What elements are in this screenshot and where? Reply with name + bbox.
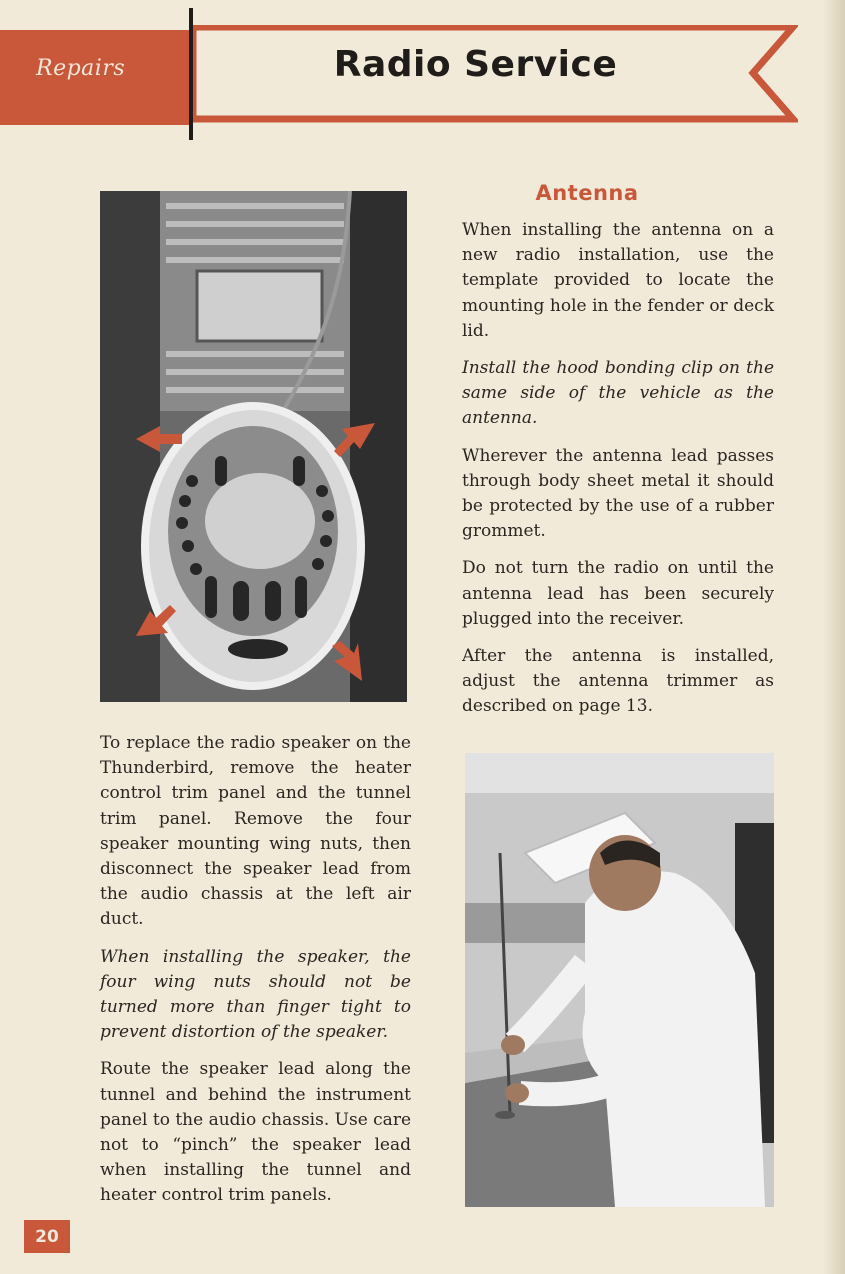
left-column-text <box>100 731 411 1221</box>
speaker-photo <box>100 191 407 702</box>
paragraph: Wherever the antenna lead passes through body sheet metal it should be protected by the use of a rubber grommet. <box>462 445 774 542</box>
section-label: Repairs <box>36 56 126 81</box>
paragraph: Do not turn the radio on until the antenna lead has been securely plugged into the receiver. <box>462 558 774 629</box>
page-title: Radio Service <box>333 44 618 85</box>
technician-photo <box>465 753 774 1207</box>
paragraph: When installing the antenna on a new radio installation, use the template provided to locate the mounting hole in the fender or deck lid. <box>462 220 774 341</box>
right-column-text <box>462 218 774 732</box>
page-edge <box>823 0 845 1274</box>
paragraph: After the antenna is installed, adjust the antenna trimmer as described on page 13. <box>462 646 774 717</box>
paragraph-italic-note: Install the hood bonding clip on the same side of the vehicle as the antenna. <box>462 358 774 429</box>
paragraph: Route the speaker lead along the tunnel and behind the instrument panel to the audio chassis. Use care not to “pinch” the speaker lead when installing the tunnel and heater control trim panels. <box>100 1059 412 1206</box>
section-subhead: Antenna <box>535 181 639 205</box>
paragraph: To replace the radio speaker on the Thunderbird, remove the heater control trim panel and the tunnel trim panel. Remove the four speaker mounting wing nuts, then disconnect the speaker lead from the audio chassis at the left air duct. <box>100 733 411 930</box>
page-number: 20 <box>24 1220 70 1253</box>
paragraph-italic-note: When installing the speaker, the four wing nuts should not be turned more than finger tight to prevent distortion of the speaker. <box>100 946 411 1043</box>
